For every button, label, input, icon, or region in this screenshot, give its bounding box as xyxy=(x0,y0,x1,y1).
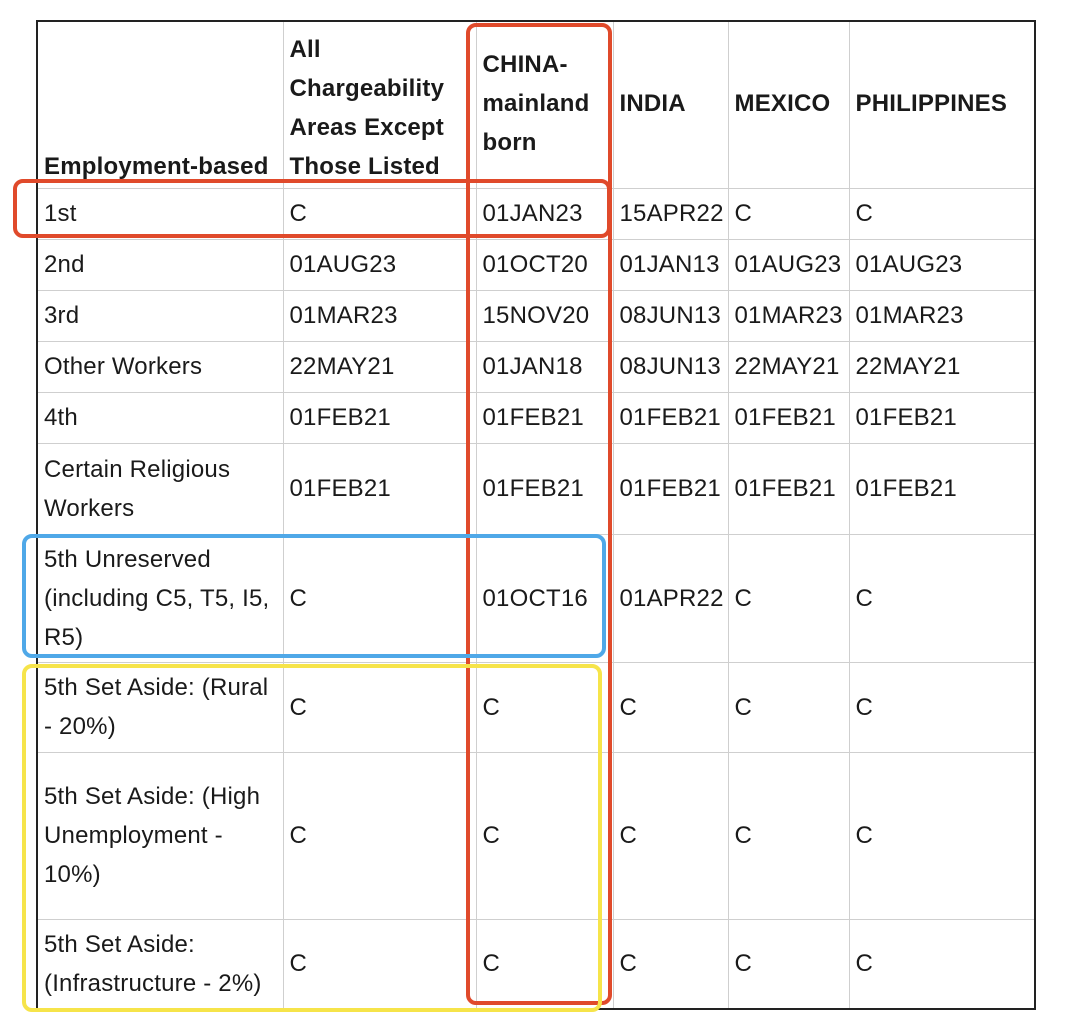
table-cell: 01APR22 xyxy=(613,534,728,662)
table-cell: 01AUG23 xyxy=(849,239,1035,290)
visa-bulletin-table xyxy=(36,20,1036,1010)
table-cell: C xyxy=(476,752,613,919)
table-row xyxy=(37,290,1035,341)
table-cell: 22MAY21 xyxy=(283,341,476,392)
table-row xyxy=(37,752,1035,919)
table-cell: 01AUG23 xyxy=(283,239,476,290)
table-cell: 01FEB21 xyxy=(476,392,613,443)
table-cell: 01FEB21 xyxy=(476,443,613,534)
table-cell: 01JAN13 xyxy=(613,239,728,290)
row-category-cell: 5th Unreserved (including C5, T5, I5, R5) xyxy=(37,534,283,662)
table-cell: 01MAR23 xyxy=(283,290,476,341)
table-row xyxy=(37,662,1035,752)
table-cell: 01FEB21 xyxy=(728,392,849,443)
table-row xyxy=(37,188,1035,239)
table-cell: C xyxy=(283,534,476,662)
table-cell: 01FEB21 xyxy=(728,443,849,534)
row-category-cell: Other Workers xyxy=(37,341,283,392)
table-cell: 01JAN23 xyxy=(476,188,613,239)
table-cell: C xyxy=(728,662,849,752)
table-row xyxy=(37,341,1035,392)
table-cell: C xyxy=(283,752,476,919)
table-cell: C xyxy=(849,752,1035,919)
table-cell: 01FEB21 xyxy=(849,443,1035,534)
table-cell: 01OCT16 xyxy=(476,534,613,662)
table-cell: C xyxy=(283,662,476,752)
table-cell: C xyxy=(283,919,476,1009)
table-cell: 15APR22 xyxy=(613,188,728,239)
table-cell: 01JAN18 xyxy=(476,341,613,392)
table-cell: C xyxy=(849,919,1035,1009)
table-row xyxy=(37,534,1035,662)
row-category-cell: 5th Set Aside: (Infrastructure - 2%) xyxy=(37,919,283,1009)
header-cell-all-areas: All Chargeability Areas Except Those Listed xyxy=(283,21,476,188)
header-cell-mexico: MEXICO xyxy=(728,21,849,188)
table-cell: C xyxy=(476,919,613,1009)
table-row xyxy=(37,443,1035,534)
row-category-cell: Certain Religious Workers xyxy=(37,443,283,534)
header-cell-china: CHINA-mainland born xyxy=(476,21,613,188)
header-cell-category: Employment-based xyxy=(37,21,283,188)
table-cell: C xyxy=(613,752,728,919)
table-cell: 01MAR23 xyxy=(849,290,1035,341)
table-cell: C xyxy=(283,188,476,239)
table-cell: 08JUN13 xyxy=(613,341,728,392)
table-cell: 15NOV20 xyxy=(476,290,613,341)
table-cell: C xyxy=(728,534,849,662)
row-category-cell: 5th Set Aside: (Rural - 20%) xyxy=(37,662,283,752)
table-row xyxy=(37,919,1035,1009)
table-cell: C xyxy=(613,919,728,1009)
table-cell: C xyxy=(849,188,1035,239)
table-cell: 01FEB21 xyxy=(283,392,476,443)
table-cell: C xyxy=(728,188,849,239)
header-cell-philippines: PHILIPPINES xyxy=(849,21,1035,188)
row-category-cell: 3rd xyxy=(37,290,283,341)
table-cell: C xyxy=(849,662,1035,752)
table-cell: 01FEB21 xyxy=(613,443,728,534)
table-cell: C xyxy=(849,534,1035,662)
table-cell: C xyxy=(728,752,849,919)
table-cell: C xyxy=(476,662,613,752)
header-row xyxy=(37,21,1035,188)
table-cell: 01MAR23 xyxy=(728,290,849,341)
table-cell: 01AUG23 xyxy=(728,239,849,290)
row-category-cell: 1st xyxy=(37,188,283,239)
table-cell: C xyxy=(728,919,849,1009)
table-row xyxy=(37,239,1035,290)
row-category-cell: 4th xyxy=(37,392,283,443)
table-cell: 08JUN13 xyxy=(613,290,728,341)
table-cell: 22MAY21 xyxy=(849,341,1035,392)
row-category-cell: 5th Set Aside: (High Unemployment - 10%) xyxy=(37,752,283,919)
table-cell: 01FEB21 xyxy=(613,392,728,443)
table-row xyxy=(37,392,1035,443)
row-category-cell: 2nd xyxy=(37,239,283,290)
table-cell: 01OCT20 xyxy=(476,239,613,290)
table-cell: 01FEB21 xyxy=(849,392,1035,443)
table-cell: 01FEB21 xyxy=(283,443,476,534)
table-cell: 22MAY21 xyxy=(728,341,849,392)
header-cell-india: INDIA xyxy=(613,21,728,188)
table-cell: C xyxy=(613,662,728,752)
